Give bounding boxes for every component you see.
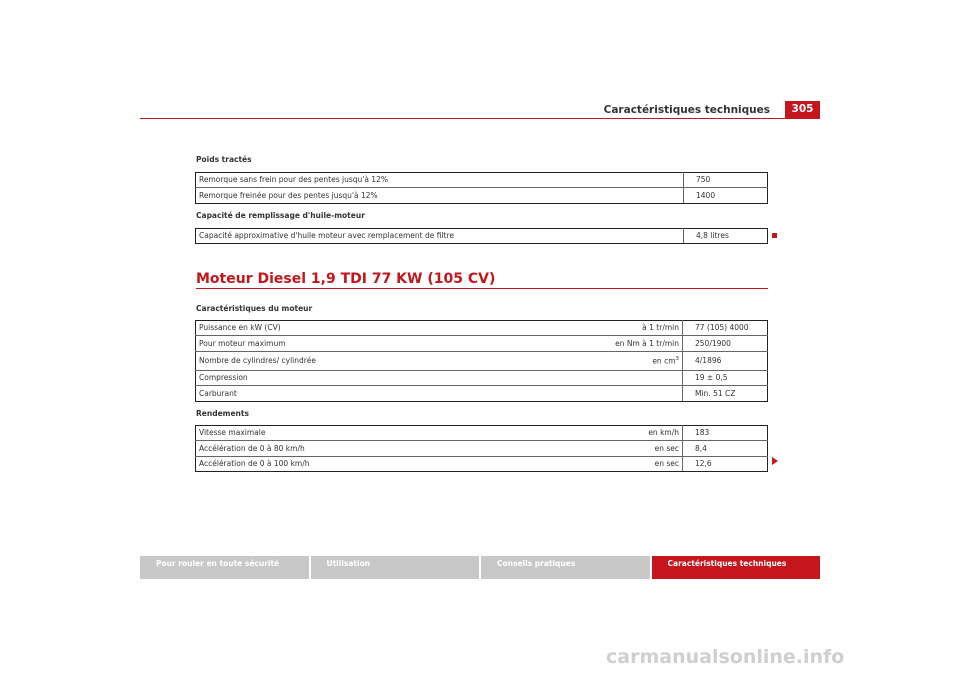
unit-superscript: 3 <box>675 355 679 362</box>
table-cell-value: 8,4 <box>683 441 768 456</box>
table-cell-label: Accélération de 0 à 80 km/h <box>196 441 503 456</box>
table-cell-value: 19 ± 0,5 <box>683 370 768 385</box>
page-number: 305 <box>785 101 820 118</box>
oil-heading: Capacité de remplissage d'huile-moteur <box>196 211 365 220</box>
table-cell-unit <box>502 351 683 370</box>
footer-tab-caracteristiques[interactable]: Caractéristiques techniques <box>652 556 821 579</box>
table-cell-value: 77 (105) 4000 <box>683 321 768 336</box>
footer-tab-utilisation[interactable]: Utilisation <box>311 556 480 579</box>
engine-specs-table <box>195 320 768 402</box>
page-header-title: Caractéristiques techniques <box>603 104 770 116</box>
table-cell-label: Remorque freinée pour des pentes jusqu'à 12% <box>196 188 684 203</box>
table-cell-label: Vitesse maximale <box>196 426 503 441</box>
table-cell-label: Nombre de cylindres/ cylindrée <box>196 351 503 370</box>
table-cell-value: 4/1896 <box>683 351 768 370</box>
table-row <box>196 351 768 370</box>
table-cell-label: Carburant <box>196 386 503 401</box>
table-row <box>196 456 768 471</box>
oil-table <box>195 228 768 244</box>
table-cell-label: Accélération de 0 à 100 km/h <box>196 456 503 471</box>
table-cell-value: 1400 <box>684 188 768 203</box>
table-cell-label: Puissance en kW (CV) <box>196 321 503 336</box>
performance-heading: Rendements <box>196 409 249 418</box>
table-cell-value: 250/1900 <box>683 336 768 351</box>
table-cell-value: 4,8 litres <box>684 229 768 244</box>
footer-nav <box>140 556 820 579</box>
table-row <box>196 370 768 385</box>
section-title: Moteur Diesel 1,9 TDI 77 KW (105 CV) <box>196 271 496 287</box>
table-row <box>196 441 768 456</box>
table-row <box>196 336 768 351</box>
table-cell-unit: à 1 tr/min <box>502 321 683 336</box>
towing-table <box>195 172 768 204</box>
footer-tab-conseils[interactable]: Conseils pratiques <box>481 556 650 579</box>
continue-arrow-icon <box>772 457 778 465</box>
table-cell-label: Capacité approximative d'huile moteur avec remplacement de filtre <box>196 229 684 244</box>
table-cell-unit <box>502 386 683 401</box>
table-cell-unit <box>502 370 683 385</box>
towing-heading: Poids tractés <box>196 155 252 164</box>
performance-table <box>195 425 768 472</box>
section-title-rule <box>196 288 768 289</box>
table-row <box>196 426 768 441</box>
table-row <box>196 386 768 401</box>
table-row <box>196 321 768 336</box>
table-row <box>196 173 768 188</box>
table-cell-value: 12,6 <box>683 456 768 471</box>
watermark: carmanualsonline.info <box>606 646 845 668</box>
table-cell-label: Compression <box>196 370 503 385</box>
table-cell-value: Min. 51 CZ <box>683 386 768 401</box>
footer-tab-securite[interactable]: Pour rouler en toute sécurité <box>140 556 309 579</box>
table-cell-unit: en Nm à 1 tr/min <box>502 336 683 351</box>
table-cell-label: Pour moteur maximum <box>196 336 503 351</box>
table-row <box>196 229 768 244</box>
table-cell-unit: en sec <box>502 456 683 471</box>
section-end-marker <box>772 233 777 238</box>
unit-text: en cm <box>652 356 676 366</box>
table-cell-label: Remorque sans frein pour des pentes jusqu'à 12% <box>196 173 684 188</box>
table-cell-unit: en sec <box>502 441 683 456</box>
engine-specs-heading: Caractéristiques du moteur <box>196 304 313 313</box>
table-row <box>196 188 768 203</box>
table-cell-value: 750 <box>684 173 768 188</box>
table-cell-unit: en km/h <box>502 426 683 441</box>
table-cell-value: 183 <box>683 426 768 441</box>
header-rule <box>140 118 820 119</box>
